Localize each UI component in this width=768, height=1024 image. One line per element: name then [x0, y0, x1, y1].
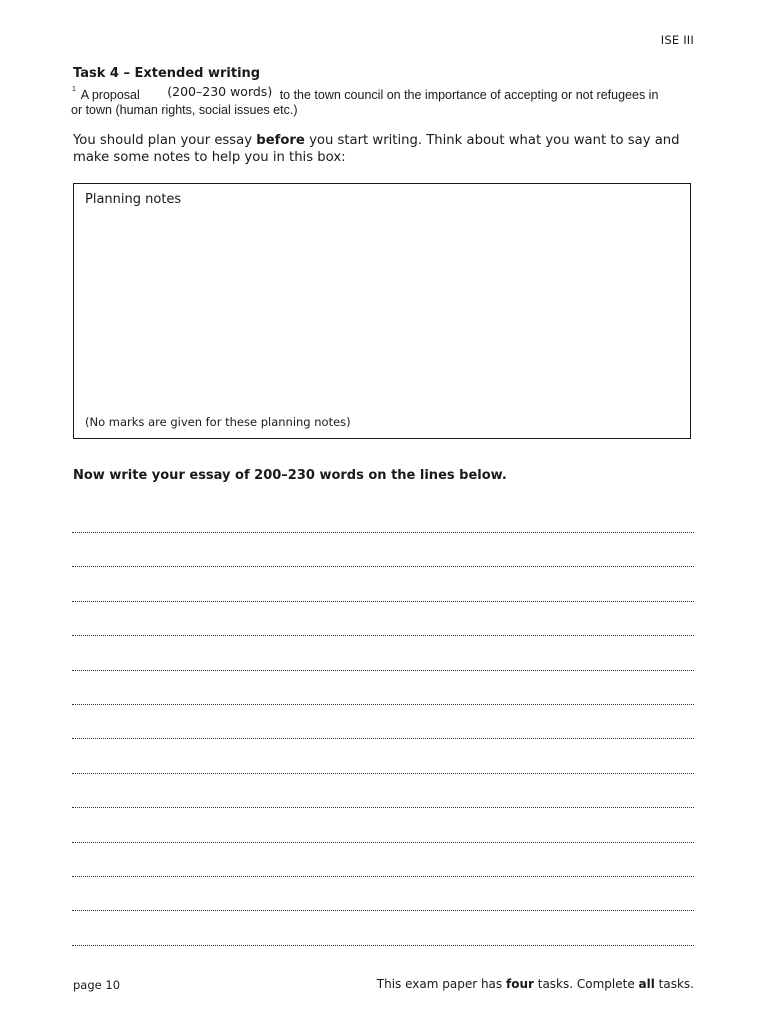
task-instructions — [73, 132, 698, 166]
prompt-text-start: A proposal — [80, 88, 140, 102]
writing-line[interactable] — [72, 773, 694, 774]
instructions-part1: You should plan your essay — [73, 133, 257, 148]
exam-note-part1: This exam paper has — [376, 977, 506, 991]
task-prompt-continuation: or town (human rights, social issues etc.) — [71, 103, 298, 117]
writing-line[interactable] — [72, 704, 694, 705]
writing-line[interactable] — [72, 945, 694, 946]
writing-line[interactable] — [72, 670, 694, 671]
prompt-marker: 1 — [72, 86, 76, 93]
prompt-text-end: to the town council on the importance of accepting or not refugees in — [279, 88, 659, 102]
writing-line[interactable] — [72, 807, 694, 808]
writing-line[interactable] — [72, 876, 694, 877]
planning-notes-title: Planning notes — [85, 192, 182, 207]
writing-line[interactable] — [72, 566, 694, 567]
page-number: page 10 — [73, 978, 121, 992]
instructions-emphasis: before — [256, 133, 305, 148]
instructions-part2: you start writing. Think about what you want to say and make some notes to help you in this box: — [73, 133, 680, 165]
writing-line[interactable] — [72, 635, 694, 636]
prompt-word-count: (200–230 words) — [167, 84, 273, 99]
planning-notes-box[interactable] — [73, 183, 691, 439]
writing-line[interactable] — [72, 910, 694, 911]
writing-line[interactable] — [72, 738, 694, 739]
exam-note-emphasis-all: all — [638, 977, 655, 991]
exam-note-emphasis-four: four — [505, 977, 534, 991]
essay-heading: Now write your essay of 200–230 words on the lines below. — [73, 468, 507, 483]
level-code: ISE III — [660, 33, 694, 47]
exam-note — [377, 977, 694, 991]
task-title: Task 4 – Extended writing — [73, 66, 261, 81]
planning-notes-footnote: (No marks are given for these planning notes) — [85, 415, 351, 429]
writing-line[interactable] — [72, 842, 694, 843]
exam-note-part3: tasks. — [654, 977, 694, 991]
writing-line[interactable] — [72, 532, 694, 533]
writing-line[interactable] — [72, 601, 694, 602]
exam-note-part2: tasks. Complete — [533, 977, 639, 991]
task-prompt — [72, 84, 659, 102]
